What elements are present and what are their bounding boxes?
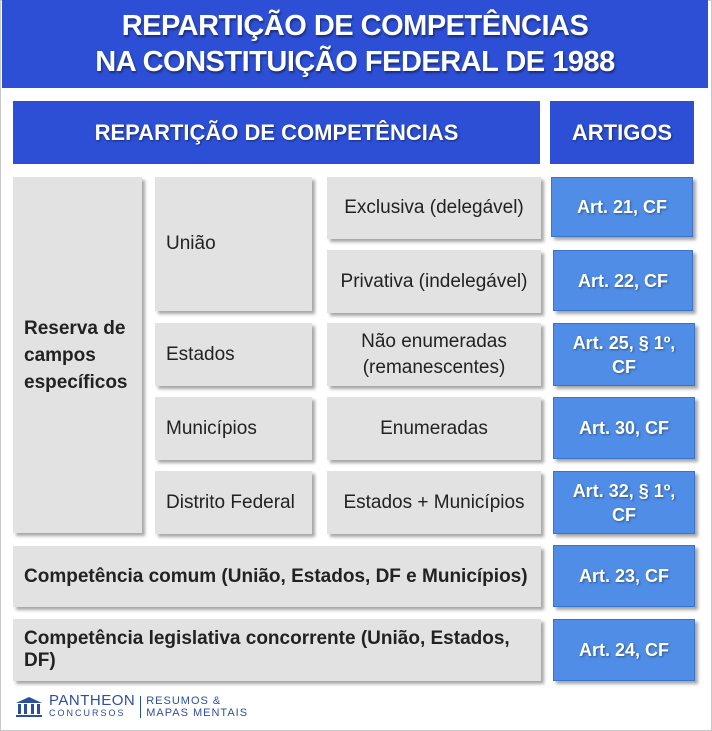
tagline-line-1: RESUMOS & [146, 695, 222, 707]
tagline-line-2: MAPAS MENTAIS [146, 707, 249, 719]
footer-logo [14, 694, 248, 720]
entity-uniao-label: União [166, 233, 216, 254]
brand-wordmark [49, 692, 136, 719]
type-enumeradas-label: Enumeradas [380, 417, 488, 439]
header-artigos: ARTIGOS [550, 101, 694, 164]
type-exclusiva-label: Exclusiva (delegável) [344, 197, 524, 218]
entity-municipios-label: Municípios [166, 417, 257, 439]
footer-tagline [146, 695, 248, 719]
competencia-comum [13, 546, 541, 607]
article-30-label: Art. 30, CF [578, 418, 670, 438]
article-25 [553, 323, 695, 386]
entity-uniao [155, 177, 312, 311]
article-30 [553, 397, 695, 459]
competencia-comum-label: Competência comum (União, Estados, DF e Municípios) [24, 565, 528, 587]
article-32 [553, 471, 695, 534]
type-estados-municipios-label: Estados + Municípios [343, 491, 525, 513]
type-nao-enumeradas [327, 323, 541, 386]
article-22 [553, 250, 693, 311]
entity-df-label: Distrito Federal [166, 491, 295, 513]
competencia-concorrente-label: Competência legislativa concorrente (União, Estados, DF) [24, 628, 510, 671]
reserva-cell [13, 177, 142, 533]
reserva-label: Reserva de campos específicos [24, 317, 128, 393]
article-21-label: Art. 21, CF [576, 197, 668, 217]
type-exclusiva [327, 177, 541, 239]
article-25-label: Art. 25, § 1º, CF [572, 332, 676, 377]
article-24 [553, 619, 695, 681]
entity-estados-label: Estados [166, 343, 235, 365]
type-enumeradas [327, 397, 541, 460]
article-23 [553, 545, 695, 607]
type-nao-enumeradas-label: Não enumeradas (remanescentes) [361, 330, 507, 378]
title-banner [2, 0, 708, 88]
article-24-label: Art. 24, CF [578, 640, 670, 660]
type-privativa [327, 250, 541, 313]
article-32-label: Art. 32, § 1º, CF [572, 480, 676, 525]
type-estados-municipios [327, 471, 541, 534]
article-22-label: Art. 22, CF [577, 270, 669, 291]
entity-estados [155, 323, 312, 386]
header-competencias: REPARTIÇÃO DE COMPETÊNCIAS [13, 101, 540, 164]
article-23-label: Art. 23, CF [578, 566, 670, 586]
type-privativa-label: Privativa (indelegável) [340, 270, 528, 292]
title-line-2: NA CONSTITUIÇÃO FEDERAL DE 1988 [95, 46, 615, 78]
pantheon-temple-icon [14, 696, 44, 718]
entity-df [155, 471, 312, 534]
footer-divider [140, 696, 141, 718]
competencia-concorrente [13, 619, 541, 681]
brand-name: PANTHEON [49, 692, 136, 709]
article-21 [551, 177, 693, 237]
entity-municipios [155, 397, 312, 460]
brand-subtitle: CONCURSOS [49, 708, 126, 718]
title-line-1: REPARTIÇÃO DE COMPETÊNCIAS [121, 10, 589, 42]
